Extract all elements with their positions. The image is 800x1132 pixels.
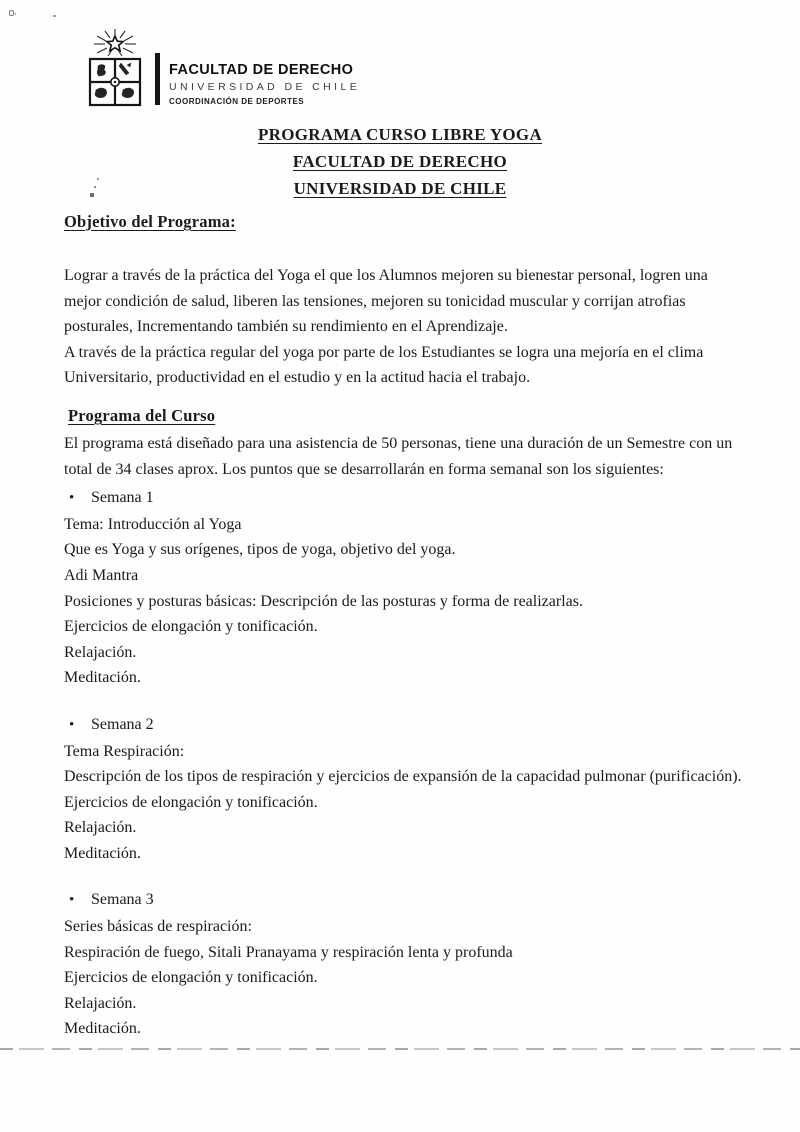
programa-intro: El programa está diseñado para una asistencia de 50 personas, tiene una duración de un Semestre con un total de 34 clases aprox. Los puntos que se desarrollarán en forma semanal son los siguientes: [64, 434, 733, 478]
program-line: Meditación. [64, 669, 141, 687]
letterhead-text [169, 62, 360, 108]
week-2 [64, 712, 748, 867]
program-line: Ejercicios de elongación y tonificación. [64, 618, 318, 636]
week-3-title [64, 887, 748, 914]
program-line: Meditación. [64, 844, 141, 862]
week-1 [64, 485, 748, 691]
document-title [0, 121, 800, 202]
scan-artifact [53, 15, 56, 17]
week-1-label: Semana 1 [91, 489, 154, 507]
title-line-1: PROGRAMA CURSO LIBRE YOGA [257, 125, 543, 144]
programa-section [64, 404, 748, 1042]
program-line: Tema Respiración: [64, 742, 185, 760]
week-2-title [64, 712, 748, 739]
letterhead-divider [155, 53, 160, 105]
scan-edge-line [0, 1048, 800, 1050]
title-line-3: UNIVERSIDAD DE CHILE [293, 179, 507, 198]
objetivo-heading: Objetivo del Programa: [64, 212, 236, 231]
letterhead-department: COORDINACIÓN DE DEPORTES [169, 97, 305, 106]
document-body [64, 210, 748, 1042]
program-line: Posiciones y posturas básicas: Descripción de las posturas y forma de realizarlas. [64, 592, 583, 610]
letterhead-university: UNIVERSIDAD DE CHILE [169, 81, 361, 93]
university-crest-icon [84, 28, 146, 108]
bullet-icon: • [69, 490, 75, 507]
program-line: Descripción de los tipos de respiración y ejercicios de expansión de la capacidad pulmonar (purificación). [64, 768, 742, 786]
week-1-title [64, 485, 748, 512]
title-line-2: FACULTAD DE DERECHO [292, 152, 508, 171]
program-line: Ejercicios de elongación y tonificación. [64, 793, 318, 811]
scan-artifact [10, 11, 13, 15]
week-3 [64, 887, 748, 1042]
program-line: Relajación. [64, 643, 137, 661]
program-line: Tema: Introducción al Yoga [64, 515, 242, 533]
program-line: Que es Yoga y sus orígenes, tipos de yoga, objetivo del yoga. [64, 541, 456, 559]
program-line: Respiración de fuego, Sitali Pranayama y respiración lenta y profunda [64, 943, 513, 961]
letterhead [84, 28, 360, 108]
program-line: Adi Mantra [64, 566, 139, 584]
week-3-label: Semana 3 [91, 891, 154, 909]
objetivo-section [64, 210, 748, 391]
programa-heading: Programa del Curso [68, 405, 216, 425]
letterhead-faculty: FACULTAD DE DERECHO [169, 62, 354, 78]
program-line: Meditación. [64, 1020, 141, 1038]
bullet-icon: • [69, 892, 75, 909]
objetivo-paragraph-2: A través de la práctica regular del yoga por parte de los Estudiantes se logra una mejoría en el clima Universitario, productividad en el estudio y en la actitud hacia el trabajo. [64, 343, 704, 387]
program-line: Series básicas de respiración: [64, 918, 252, 936]
program-line: Relajación. [64, 994, 137, 1012]
week-2-label: Semana 2 [91, 715, 154, 733]
bullet-icon: • [69, 716, 75, 733]
objetivo-paragraph-1: Lograr a través de la práctica del Yoga el que los Alumnos mejoren su bienestar personal, logren una mejor condición de salud, liberen las tensiones, mejoren su tonicidad muscular y corrijan atrofias posturales, Incrementando también su rendimiento en el Aprendizaje. [64, 267, 708, 336]
program-line: Ejercicios de elongación y tonificación. [64, 969, 318, 987]
program-line: Relajación. [64, 819, 137, 837]
